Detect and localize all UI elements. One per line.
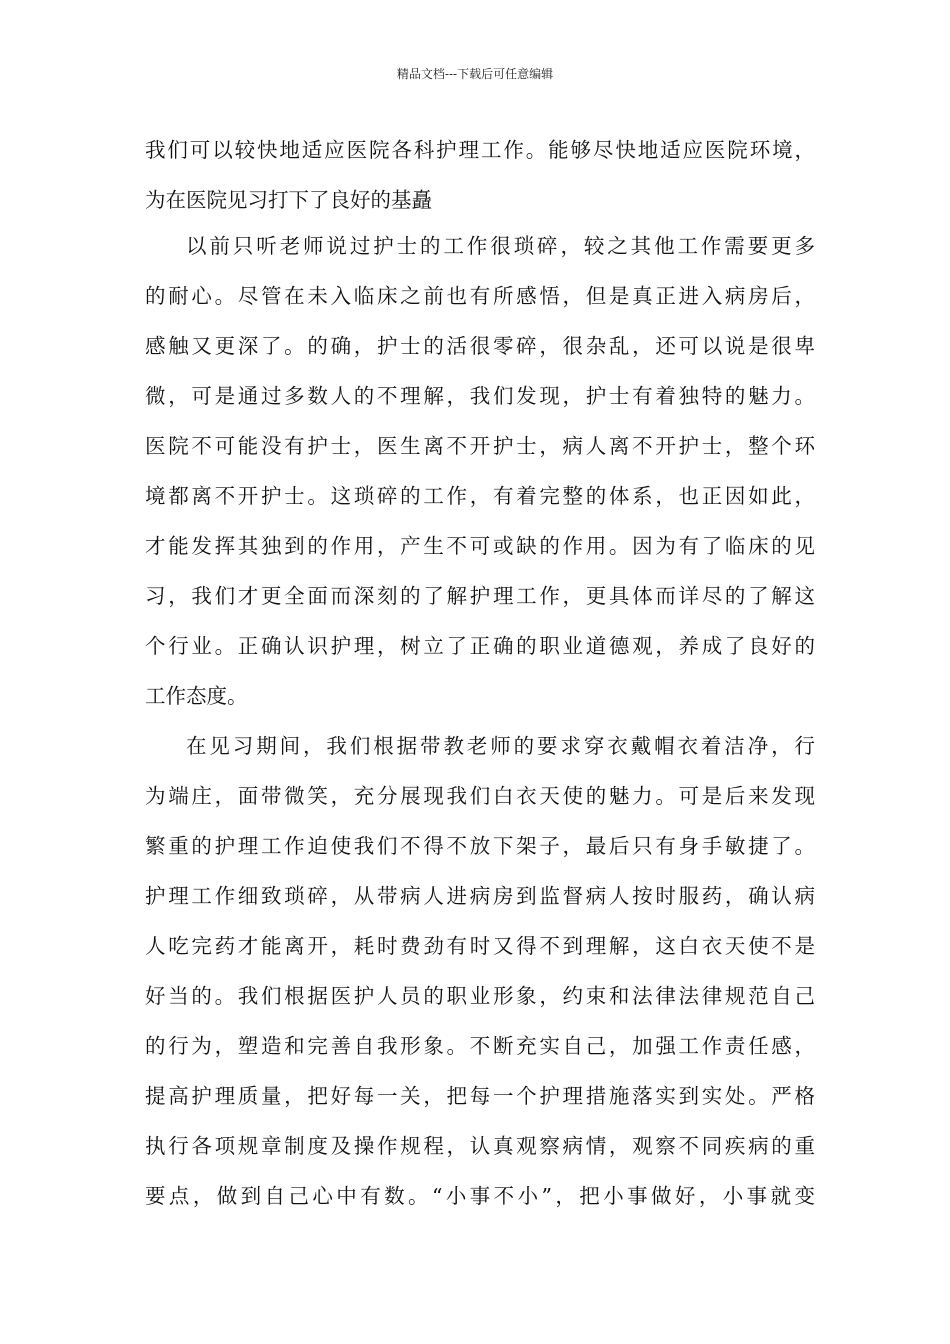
text-line: 我们可以较快地适应医院各科护理工作。能够尽快地适应医院环境， (145, 138, 815, 162)
text-line: 要点，做到自己心中有数。“小事不小”，把小事做好，小事就变 (145, 1184, 815, 1208)
text-line: 医院不可能没有护士，医生离不开护士，病人离不开护士，整个环 (145, 434, 815, 458)
text-line: 才能发挥其独到的作用，产生不可或缺的作用。因为有了临床的见 (145, 534, 815, 558)
text-line: 为在医院见习打下了良好的基矗 (145, 188, 432, 212)
text-line: 的行为，塑造和完善自我形象。不断充实自己，加强工作责任感， (145, 1034, 815, 1058)
text-line: 微，可是通过多数人的不理解，我们发现，护士有着独特的魅力。 (145, 384, 815, 408)
page-header: 精品文档---下载后可任意编辑 (396, 67, 554, 81)
text-line: 境都离不开护士。这琐碎的工作，有着完整的体系，也正因如此， (145, 484, 815, 508)
text-line: 执行各项规章制度及操作规程，认真观察病情，观察不同疾病的重 (145, 1134, 815, 1158)
text-line: 在见习期间，我们根据带教老师的要求穿衣戴帽衣着洁净，行 (186, 734, 815, 758)
text-line: 习，我们才更全面而深刻的了解护理工作，更具体而详尽的了解这 (145, 584, 815, 608)
text-line: 以前只听老师说过护士的工作很琐碎，较之其他工作需要更多 (186, 234, 815, 258)
text-line: 好当的。我们根据医护人员的职业形象，约束和法律法律规范自己 (145, 984, 815, 1008)
text-line: 为端庄，面带微笑，充分展现我们白衣天使的魅力。可是后来发现 (145, 784, 815, 808)
text-line: 繁重的护理工作迫使我们不得不放下架子，最后只有身手敏捷了。 (145, 834, 815, 858)
text-line: 个行业。正确认识护理，树立了正确的职业道德观，养成了良好的 (145, 634, 815, 658)
text-line: 护理工作细致琐碎，从带病人进病房到监督病人按时服药，确认病 (145, 884, 815, 908)
text-line: 提高护理质量，把好每一关，把每一个护理措施落实到实处。严格 (145, 1084, 815, 1108)
text-line: 感触又更深了。的确，护士的活很零碎，很杂乱，还可以说是很卑 (145, 334, 815, 358)
text-line: 的耐心。尽管在未入临床之前也有所感悟，但是真正进入病房后， (145, 284, 815, 308)
text-line: 人吃完药才能离开，耗时费劲有时又得不到理解，这白衣天使不是 (145, 934, 815, 958)
body-text (145, 125, 815, 1221)
text-line: 工作态度。 (145, 684, 248, 708)
